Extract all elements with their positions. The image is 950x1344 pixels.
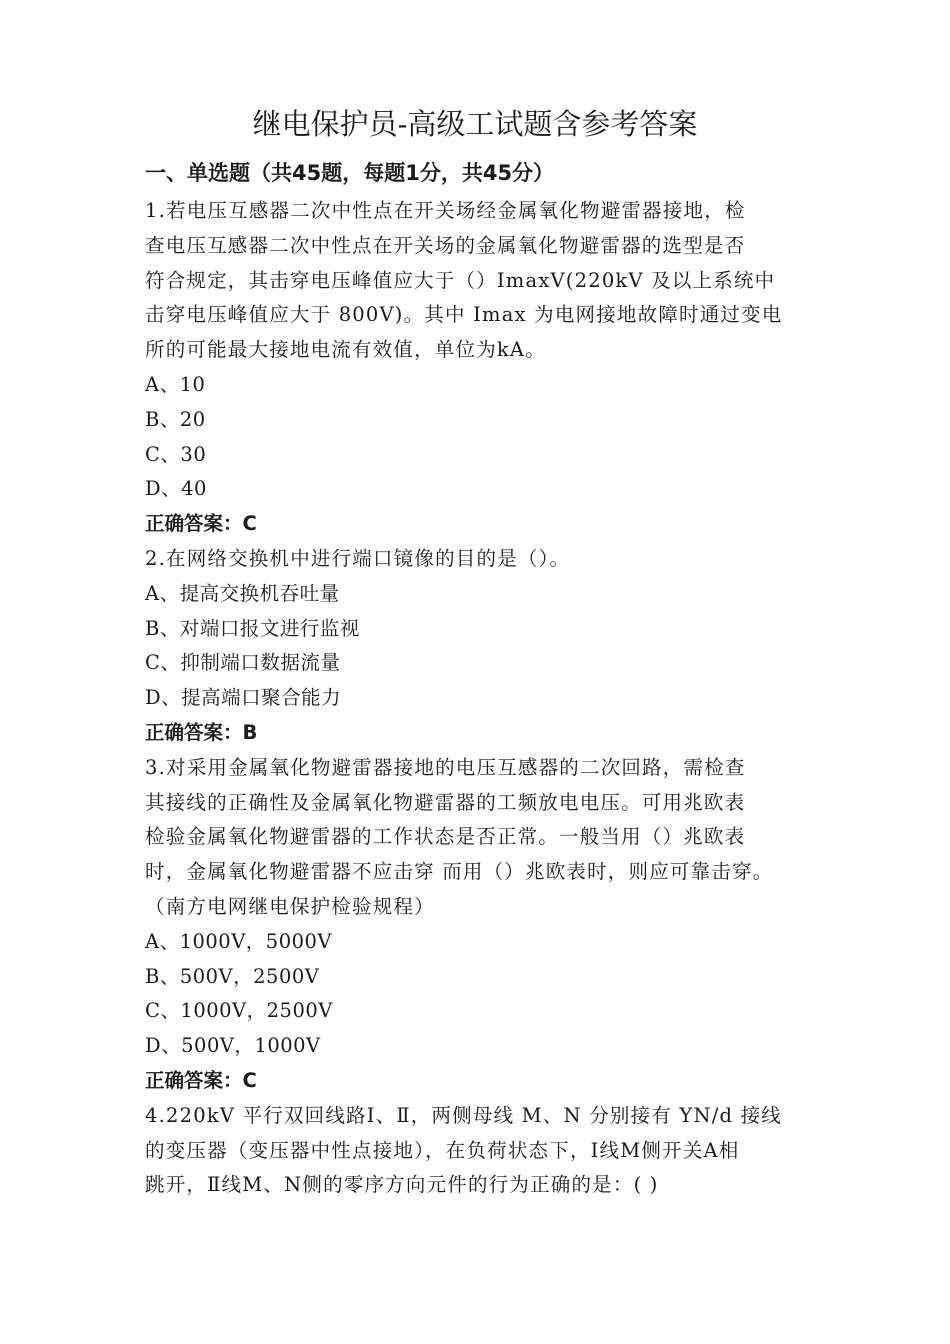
correct-answer: 正确答案：C xyxy=(145,1068,257,1092)
option-c: C、1000V，2500V xyxy=(145,999,333,1023)
question-stem-line: 击穿电压峰值应大于 800V)。其中 Imax 为电网接地故障时通过变电 xyxy=(145,303,783,327)
question-stem-line: 符合规定，其击穿电压峰值应大于（）ImaxV(220kV 及以上系统中 xyxy=(145,268,776,292)
option-c: C、抑制端口数据流量 xyxy=(145,651,341,675)
option-b: B、500V，2500V xyxy=(145,964,320,988)
correct-answer: 正确答案：B xyxy=(145,720,258,744)
option-a: A、提高交换机吞吐量 xyxy=(145,581,340,605)
question-stem-line: 2.在网络交换机中进行端口镜像的目的是（）。 xyxy=(145,546,571,570)
question-stem-line: 4.220kV 平行双回线路Ⅰ、Ⅱ，两侧母线 M、N 分别接有 YN/d 接线 xyxy=(145,1103,782,1127)
option-d: D、提高端口聚合能力 xyxy=(145,686,342,710)
question-stem-line: 检验金属氧化物避雷器的工作状态是否正常。一般当用（）兆欧表 xyxy=(145,825,746,849)
option-b: B、对端口报文进行监视 xyxy=(145,616,360,640)
option-c: C、30 xyxy=(145,442,207,466)
correct-answer: 正确答案：C xyxy=(145,512,257,536)
question-stem-line: 3.对采用金属氧化物避雷器接地的电压互感器的二次回路，需检查 xyxy=(145,755,746,779)
option-d: D、500V，1000V xyxy=(145,1034,321,1058)
question-stem-line: 查电压互感器二次中性点在开关场的金属氧化物避雷器的选型是否 xyxy=(145,233,746,257)
option-a: A、10 xyxy=(145,372,206,396)
question-stem-line: 所的可能最大接地电流有效值，单位为kA。 xyxy=(145,338,546,362)
question-stem-line: 的变压器（变压器中性点接地），在负荷状态下，Ⅰ线M侧开关A相 xyxy=(145,1138,740,1162)
question-stem-line: 1.若电压互感器二次中性点在开关场经金属氧化物避雷器接地，检 xyxy=(145,199,746,222)
document-title: 继电保护员-高级工试题含参考答案 xyxy=(252,107,698,141)
question-1 xyxy=(145,194,815,542)
option-d: D、40 xyxy=(145,477,207,501)
question-2 xyxy=(145,542,815,751)
question-stem-line: 时，金属氧化物避雷器不应击穿 而用（）兆欧表时，则应可靠击穿。 xyxy=(145,860,774,884)
question-list xyxy=(145,194,815,1203)
option-b: B、20 xyxy=(145,407,206,431)
question-stem-line: 其接线的正确性及金属氧化物避雷器的工频放电电压。可用兆欧表 xyxy=(145,790,746,814)
question-3 xyxy=(145,751,815,1099)
section-heading: 一、单选题（共45题，每题1分，共45分） xyxy=(145,161,555,185)
question-stem-line: 跳开，Ⅱ线M、N侧的零序方向元件的行为正确的是：( ) xyxy=(145,1173,659,1197)
option-a: A、1000V，5000V xyxy=(145,929,332,953)
question-4 xyxy=(145,1099,815,1203)
question-stem-line: （南方电网继电保护检验规程） xyxy=(145,894,435,918)
